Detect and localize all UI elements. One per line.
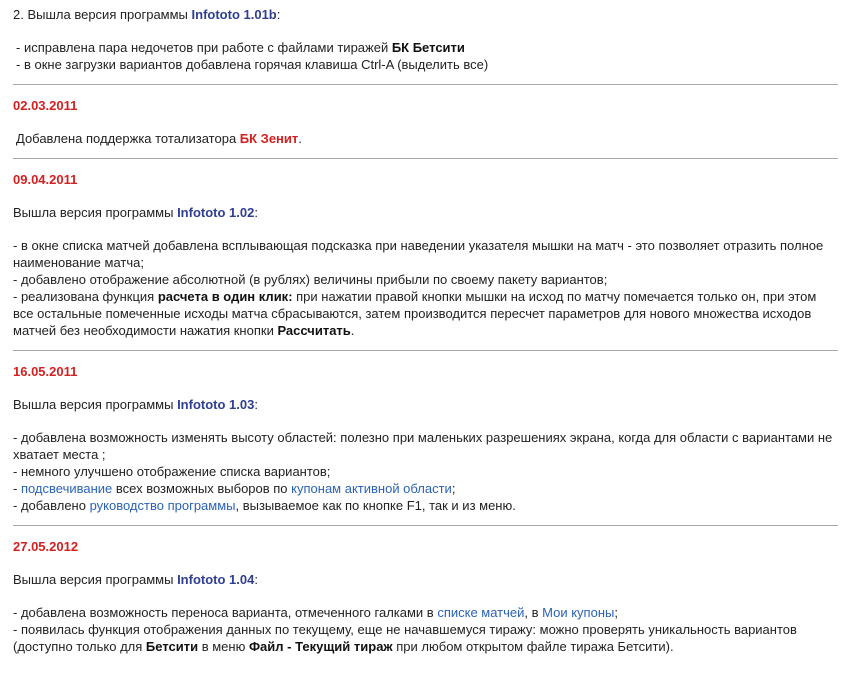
change-item: - добавлена возможность переноса варианта, отмеченного галками в списке матчей, в Мои купоны; [13,605,618,620]
active-area-coupons-link[interactable]: купонам активной области [291,481,452,496]
release-heading [13,6,838,23]
bookmaker-name: Бетсити [145,639,199,654]
release-date: 16.05.2011 [13,364,78,379]
version-label: Infototo 1.01b [191,7,277,22]
change-item: - добавлено руководство программы, вызываемое как по кнопке F1, так и из меню. [13,498,516,513]
change-item: Добавлена поддержка тотализатора БК Зенит. [16,131,302,146]
change-item: - подсвечивание всех возможных выборов по купонам активной области; [13,481,456,496]
item-number: 2. [13,7,24,22]
release-heading: Вышла версия программы Infototo 1.03: [13,397,258,412]
release-date: 02.03.2011 [13,98,78,113]
feature-name: расчета в один клик: [157,289,293,304]
release-date: 27.05.2012 [13,539,79,554]
release-1-03 [13,363,838,514]
colon: : [276,7,281,22]
release-1-02 [13,171,838,339]
my-coupons-link[interactable]: Мои купоны [542,605,615,620]
release-1-04 [13,538,838,655]
version-label: Infototo 1.02 [177,205,255,220]
menu-path: Файл - Текущий тираж [248,639,393,654]
release-1-01b [13,6,838,73]
change-item: - немного улучшено отображение списка вариантов; [13,464,331,479]
program-manual-link[interactable]: руководство программы [89,498,236,513]
divider [13,350,838,351]
release-heading: Вышла версия программы Infototo 1.04: [13,572,258,587]
release-heading: Вышла версия программы Infototo 1.02: [13,205,258,220]
change-item: - добавлено отображение абсолютной (в рублях) величины прибыли по своему пакету вариантов; [13,272,608,287]
divider [13,525,838,526]
divider [13,158,838,159]
button-name: Рассчитать [277,323,351,338]
change-item: - реализована функция расчета в один клик: при нажатии правой кнопки мышки на исход по матчу помечается только он, при этом все остальные помеченные исходы матча сбрасываются, затем производится пересчет параметров для нового множества исходов матчей без необходимости нажатия кнопки Рассчитать. [13,289,817,338]
bookmaker-name: БК Бетсити [391,40,465,55]
change-item: - в окне загрузки вариантов добавлена горячая клавиша Ctrl-A (выделить все) [16,57,489,72]
release-date: 09.04.2011 [13,172,78,187]
change-item: - исправлена пара недочетов при работе с файлами тиражей БК Бетсити [16,40,465,55]
version-label: Infototo 1.03 [177,397,255,412]
release-prefix: Вышла версия программы [27,7,188,22]
change-item: - появилась функция отображения данных по текущему, еще не начавшемуся тиражу: можно проверять уникальность вариантов (доступно только для Бетсити в меню Файл - Текущий тираж при любом открытом файле тиража Бетсити). [13,622,797,654]
release-2011-03-02 [13,97,838,147]
match-list-link[interactable]: списке матчей [437,605,525,620]
version-label: Infototo 1.04 [177,572,255,587]
bookmaker-name: БК Зенит [239,131,299,146]
divider [13,84,838,85]
change-item: - добавлена возможность изменять высоту областей: полезно при маленьких разрешениях экрана, когда для области с вариантами не хватает места ; [13,430,833,462]
highlighting-link[interactable]: подсвечивание [20,481,113,496]
change-item: - в окне списка матчей добавлена всплывающая подсказка при наведении указателя мышки на матч - это позволяет отразить полное наименование матча; [13,238,824,270]
